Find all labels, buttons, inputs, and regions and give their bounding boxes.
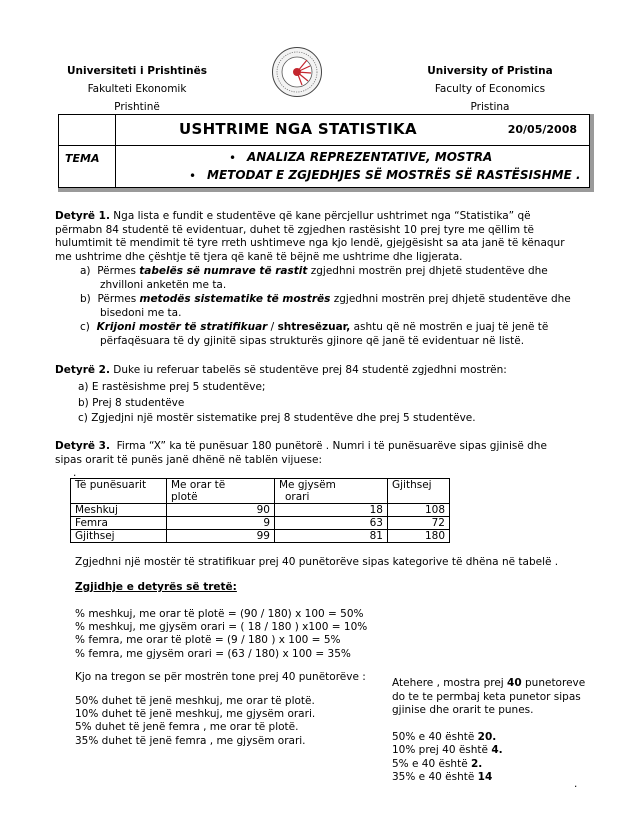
table-row bbox=[71, 504, 450, 517]
item-text: Përmes bbox=[97, 265, 140, 277]
header-left bbox=[52, 62, 222, 116]
item-text: zgjedhni mostrën prej dhjetë studentëve dhe bbox=[330, 293, 571, 305]
item-emphasis: tabelës së numrave të rastit bbox=[139, 265, 308, 277]
university-name-en: University of Pristina bbox=[427, 65, 553, 77]
task1-item-a bbox=[80, 265, 600, 292]
summary-text: gjinise dhe orarit te punes. bbox=[392, 704, 534, 716]
show-line: Kjo na tregon se për mostrën tone prej 40 punëtorëve : bbox=[75, 671, 366, 683]
summary-text: do te te permbaj keta punetor sipas bbox=[392, 690, 581, 703]
task1-intro-line: me ushtrime dhe çështje të tjera që kanë të bëjnë me ushtrime dhe ligjerata. bbox=[55, 250, 463, 263]
task1-intro-line: hulumtimit të mendimit të tyre rreth ushtimeve nga kjo lendë, gjejgësisht sa ata janë të kënaqur bbox=[55, 237, 565, 250]
topic-1: ANALIZA REPREZENTATIVE, MOSTRA bbox=[247, 150, 493, 164]
share-line: 35% duhet të jenë femra , me gjysëm orari. bbox=[75, 734, 306, 747]
tema-label: TEMA bbox=[65, 152, 100, 165]
page-title: USHTRIME NGA STATISTIKA bbox=[179, 120, 417, 138]
item-text-cont: bisedoni me ta. bbox=[100, 306, 182, 319]
calc-line: 5% e 40 është 2. bbox=[392, 757, 483, 770]
task1-item-c bbox=[80, 321, 600, 348]
task1-item-b bbox=[80, 293, 600, 320]
task2-intro bbox=[55, 364, 595, 378]
table-cell: 108 bbox=[388, 504, 450, 517]
calc-line: 35% e 40 është 14 bbox=[392, 771, 493, 783]
percentage-line: % femra, me gjysëm orari = (63 / 180) x 100 = 35% bbox=[75, 647, 351, 660]
item-emphasis: Krijoni mostër të stratifikuar bbox=[96, 321, 268, 333]
task3-intro bbox=[55, 440, 600, 467]
item-text: zgjedhni mostrën prej dhjetë studentëve dhe bbox=[307, 265, 548, 277]
item-text: / bbox=[267, 321, 278, 333]
tema-cell bbox=[59, 146, 116, 187]
stray-dot: . bbox=[73, 467, 77, 479]
right-summary bbox=[392, 677, 602, 785]
share-line: 50% duhet të jenë meshkuj, me orar të plotë. bbox=[75, 695, 315, 707]
table-header-cell: Me orar të plotë bbox=[167, 479, 275, 504]
faculty-name-en: Faculty of Economics bbox=[434, 83, 546, 95]
share-line: 10% duhet të jenë meshkuj, me gjysëm orari. bbox=[75, 708, 316, 721]
item-text: ashtu që në mostrën e juaj të jenë të bbox=[350, 321, 549, 333]
task2-label: Detyrë 2. bbox=[55, 364, 110, 376]
table-cell: 18 bbox=[275, 504, 388, 517]
list-item: a) E rastësishme prej 5 studentëve; bbox=[78, 381, 266, 393]
task3-intro-text: sipas orarit të punës janë dhënë në tablën vijuese: bbox=[55, 453, 323, 466]
shares-block bbox=[75, 695, 395, 748]
table-header-row bbox=[71, 479, 450, 504]
table-cell: 180 bbox=[388, 530, 450, 543]
percentage-line: % meshkuj, me gjysëm orari = ( 18 / 180 ) x100 = 10% bbox=[75, 621, 368, 634]
university-name-sq: Universiteti i Prishtinës bbox=[67, 65, 207, 77]
list-item: b) Prej 8 studentëve bbox=[78, 396, 185, 409]
task3-instruction: Zgjedhni një mostër të stratifikuar prej 40 punëtorëve sipas kategorive të dhëna në tabelë . bbox=[75, 556, 559, 568]
share-line: 5% duhet të jenë femra , me orar të plotë. bbox=[75, 721, 299, 734]
table-cell: 9 bbox=[167, 517, 275, 530]
item-letter: c) bbox=[80, 321, 90, 333]
city-en: Pristina bbox=[470, 101, 510, 113]
task2-intro-text: Duke iu referuar tabelës së studentëve prej 84 studentë zgjedhni mostrën: bbox=[113, 364, 507, 376]
task1-label: Detyrë 1. bbox=[55, 210, 110, 222]
calc-line: 50% e 40 është 20. bbox=[392, 730, 497, 743]
table-cell: Meshkuj bbox=[71, 504, 167, 517]
item-text-cont: zhvilloni anketën me ta. bbox=[100, 278, 227, 291]
summary-text: Atehere , mostra prej bbox=[392, 677, 508, 689]
topic-2: METODAT E ZGJEDHJES SË MOSTRËS SË RASTËSISHME . bbox=[207, 168, 581, 182]
table-cell: 63 bbox=[275, 517, 388, 530]
table-cell: 81 bbox=[275, 530, 388, 543]
task1-intro bbox=[55, 210, 595, 264]
bullet-icon: • bbox=[189, 169, 197, 183]
table-header-cell: Gjithsej bbox=[388, 479, 450, 504]
table-cell: 99 bbox=[167, 530, 275, 543]
percentages-block bbox=[75, 608, 435, 661]
item-emphasis: shtresëzuar, bbox=[277, 321, 351, 333]
table-cell: Gjithsej bbox=[71, 530, 167, 543]
list-item: c) Zgjedjni një mostër sistematike prej 8 studentëve dhe prej 5 studentëve. bbox=[78, 412, 476, 424]
solution-title: Zgjidhje e detyrës së tretë: bbox=[75, 581, 237, 593]
table-cell: Femra bbox=[71, 517, 167, 530]
summary-text: punetoreve bbox=[521, 677, 586, 689]
item-letter: a) bbox=[80, 265, 91, 277]
task3-intro-text: Firma “X” ka të punësuar 180 punëtorë . Numri i të punësuarëve sipas gjinisë dhe bbox=[116, 440, 547, 452]
university-seal-logo bbox=[271, 46, 323, 98]
footer-mark: . bbox=[574, 778, 578, 790]
table-cell: 90 bbox=[167, 504, 275, 517]
item-letter: b) bbox=[80, 293, 91, 305]
item-text: Përmes bbox=[97, 293, 140, 305]
percentage-line: % femra, me orar të plotë = (9 / 180 ) x 100 = 5% bbox=[75, 634, 341, 647]
header-right bbox=[410, 62, 570, 116]
calc-line: 10% prej 40 është 4. bbox=[392, 744, 503, 756]
title-row bbox=[59, 115, 589, 146]
employees-table bbox=[70, 478, 450, 543]
faculty-name-sq: Fakulteti Ekonomik bbox=[87, 83, 187, 95]
task2-list bbox=[78, 380, 598, 427]
percentage-line: % meshkuj, me orar të plotë = (90 / 180) x 100 = 50% bbox=[75, 608, 364, 620]
bullet-icon: • bbox=[229, 151, 237, 165]
table-header-cell: Të punësuarit bbox=[71, 479, 167, 504]
task1-intro-line: Nga lista e fundit e studentëve që kane përcjellur ushtrimet nga “Statistika” që bbox=[113, 210, 531, 222]
title-box bbox=[58, 114, 594, 192]
title-left-cell bbox=[59, 115, 116, 145]
table-header-cell: Me gjysëm orari bbox=[275, 479, 388, 504]
task1-intro-line: përmabn 84 studentë të evidentuar, duhet të zgjedhen rastësisht 10 prej tyre me qëllim të bbox=[55, 223, 535, 236]
table-cell: 72 bbox=[388, 517, 450, 530]
table-row bbox=[71, 530, 450, 543]
date: 20/05/2008 bbox=[507, 123, 577, 136]
task3-label: Detyrë 3. bbox=[55, 440, 110, 452]
table-row bbox=[71, 517, 450, 530]
item-text-cont: përfaqësuara të dy gjinitë sipas strukturës gjinore që janë të evidentuar në listë. bbox=[100, 334, 525, 347]
item-emphasis: metodës sistematike të mostrës bbox=[139, 293, 331, 305]
city-sq: Prishtinë bbox=[114, 101, 160, 113]
summary-emphasis: 40 bbox=[507, 677, 522, 689]
title-box-frame bbox=[58, 114, 590, 188]
